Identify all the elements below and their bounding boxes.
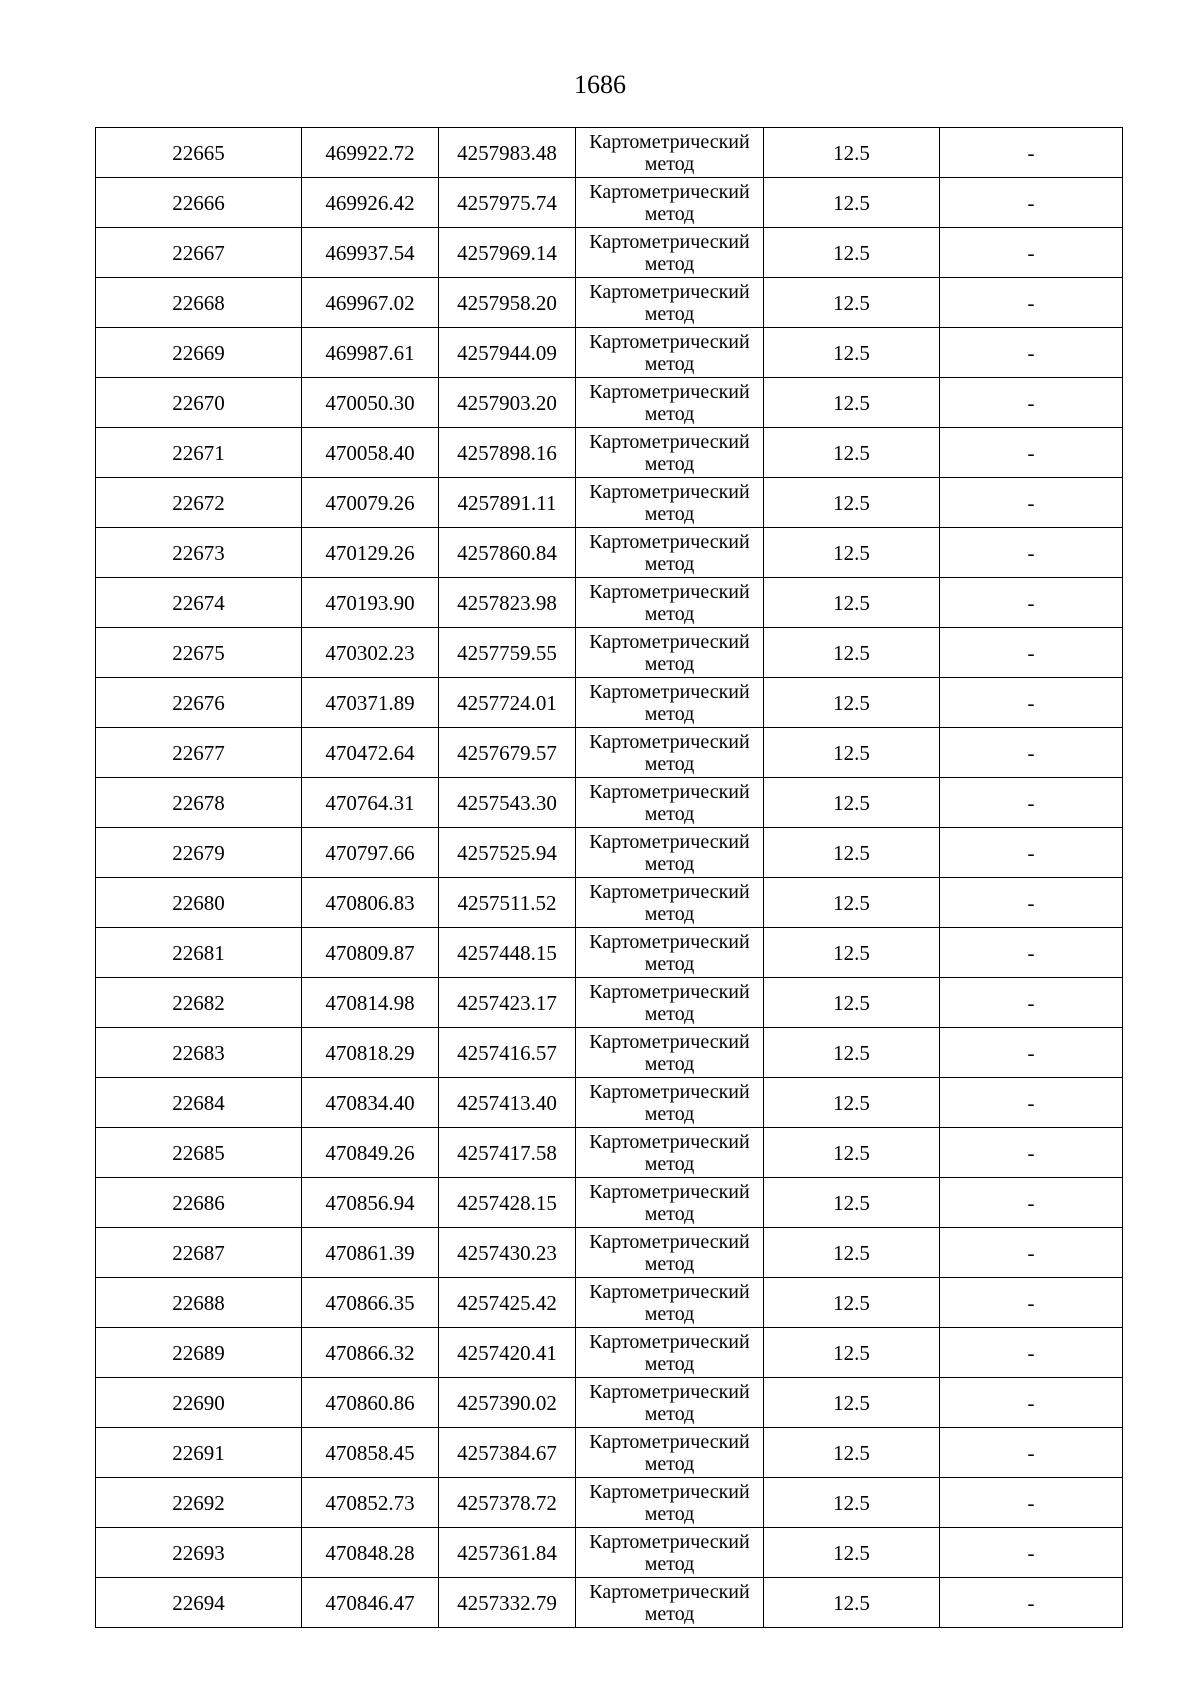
note-cell: -	[940, 728, 1123, 778]
note-cell: -	[940, 1178, 1123, 1228]
y-coordinate-cell: 4257425.42	[439, 1278, 576, 1328]
method-cell: Картометрический метод	[576, 1128, 764, 1178]
note-cell: -	[940, 1528, 1123, 1578]
y-coordinate-cell: 4257759.55	[439, 628, 576, 678]
table-row	[96, 828, 1123, 878]
table-row	[96, 428, 1123, 478]
x-coordinate-cell: 470846.47	[302, 1578, 439, 1628]
x-coordinate-cell: 470371.89	[302, 678, 439, 728]
accuracy-cell: 12.5	[764, 328, 940, 378]
x-coordinate-cell: 470797.66	[302, 828, 439, 878]
x-coordinate-cell: 469922.72	[302, 128, 439, 178]
accuracy-cell: 12.5	[764, 128, 940, 178]
note-cell: -	[940, 578, 1123, 628]
x-coordinate-cell: 470834.40	[302, 1078, 439, 1128]
x-coordinate-cell: 470818.29	[302, 1028, 439, 1078]
table-row	[96, 1178, 1123, 1228]
accuracy-cell: 12.5	[764, 1128, 940, 1178]
note-cell: -	[940, 628, 1123, 678]
x-coordinate-cell: 470852.73	[302, 1478, 439, 1528]
note-cell: -	[940, 1328, 1123, 1378]
x-coordinate-cell: 470849.26	[302, 1128, 439, 1178]
table-row	[96, 178, 1123, 228]
point-number-cell: 22690	[96, 1378, 302, 1428]
table-row	[96, 928, 1123, 978]
y-coordinate-cell: 4257944.09	[439, 328, 576, 378]
method-cell: Картометрический метод	[576, 128, 764, 178]
x-coordinate-cell: 470860.86	[302, 1378, 439, 1428]
method-cell: Картометрический метод	[576, 1478, 764, 1528]
x-coordinate-cell: 470193.90	[302, 578, 439, 628]
point-number-cell: 22669	[96, 328, 302, 378]
method-cell: Картометрический метод	[576, 628, 764, 678]
point-number-cell: 22689	[96, 1328, 302, 1378]
point-number-cell: 22677	[96, 728, 302, 778]
table-row	[96, 878, 1123, 928]
point-number-cell: 22692	[96, 1478, 302, 1528]
note-cell: -	[940, 678, 1123, 728]
accuracy-cell: 12.5	[764, 528, 940, 578]
table-row	[96, 628, 1123, 678]
method-cell: Картометрический метод	[576, 878, 764, 928]
accuracy-cell: 12.5	[764, 728, 940, 778]
x-coordinate-cell: 470764.31	[302, 778, 439, 828]
point-number-cell: 22693	[96, 1528, 302, 1578]
accuracy-cell: 12.5	[764, 1228, 940, 1278]
y-coordinate-cell: 4257384.67	[439, 1428, 576, 1478]
note-cell: -	[940, 1428, 1123, 1478]
table-row	[96, 328, 1123, 378]
x-coordinate-cell: 470866.35	[302, 1278, 439, 1328]
method-cell: Картометрический метод	[576, 478, 764, 528]
note-cell: -	[940, 328, 1123, 378]
accuracy-cell: 12.5	[764, 1428, 940, 1478]
table-row	[96, 278, 1123, 328]
method-cell: Картометрический метод	[576, 178, 764, 228]
point-number-cell: 22666	[96, 178, 302, 228]
point-number-cell: 22678	[96, 778, 302, 828]
y-coordinate-cell: 4257361.84	[439, 1528, 576, 1578]
point-number-cell: 22682	[96, 978, 302, 1028]
note-cell: -	[940, 278, 1123, 328]
y-coordinate-cell: 4257823.98	[439, 578, 576, 628]
point-number-cell: 22671	[96, 428, 302, 478]
y-coordinate-cell: 4257525.94	[439, 828, 576, 878]
note-cell: -	[940, 528, 1123, 578]
y-coordinate-cell: 4257679.57	[439, 728, 576, 778]
table-row	[96, 1028, 1123, 1078]
accuracy-cell: 12.5	[764, 1028, 940, 1078]
note-cell: -	[940, 1278, 1123, 1328]
method-cell: Картометрический метод	[576, 1078, 764, 1128]
y-coordinate-cell: 4257958.20	[439, 278, 576, 328]
note-cell: -	[940, 1478, 1123, 1528]
coordinates-table	[95, 127, 1123, 1628]
table-row	[96, 1278, 1123, 1328]
x-coordinate-cell: 470050.30	[302, 378, 439, 428]
table-row	[96, 1228, 1123, 1278]
method-cell: Картометрический метод	[576, 928, 764, 978]
method-cell: Картометрический метод	[576, 528, 764, 578]
method-cell: Картометрический метод	[576, 1328, 764, 1378]
accuracy-cell: 12.5	[764, 1078, 940, 1128]
method-cell: Картометрический метод	[576, 1178, 764, 1228]
accuracy-cell: 12.5	[764, 178, 940, 228]
x-coordinate-cell: 470302.23	[302, 628, 439, 678]
note-cell: -	[940, 978, 1123, 1028]
y-coordinate-cell: 4257428.15	[439, 1178, 576, 1228]
y-coordinate-cell: 4257417.58	[439, 1128, 576, 1178]
point-number-cell: 22686	[96, 1178, 302, 1228]
accuracy-cell: 12.5	[764, 878, 940, 928]
table-row	[96, 1428, 1123, 1478]
method-cell: Картометрический метод	[576, 1278, 764, 1328]
note-cell: -	[940, 428, 1123, 478]
y-coordinate-cell: 4257430.23	[439, 1228, 576, 1278]
point-number-cell: 22672	[96, 478, 302, 528]
table-row	[96, 978, 1123, 1028]
x-coordinate-cell: 470848.28	[302, 1528, 439, 1578]
y-coordinate-cell: 4257420.41	[439, 1328, 576, 1378]
x-coordinate-cell: 470806.83	[302, 878, 439, 928]
table-row	[96, 528, 1123, 578]
point-number-cell: 22684	[96, 1078, 302, 1128]
x-coordinate-cell: 470809.87	[302, 928, 439, 978]
x-coordinate-cell: 470866.32	[302, 1328, 439, 1378]
y-coordinate-cell: 4257543.30	[439, 778, 576, 828]
method-cell: Картометрический метод	[576, 1378, 764, 1428]
method-cell: Картометрический метод	[576, 778, 764, 828]
table-row	[96, 1478, 1123, 1528]
table-row	[96, 778, 1123, 828]
accuracy-cell: 12.5	[764, 928, 940, 978]
method-cell: Картометрический метод	[576, 1028, 764, 1078]
x-coordinate-cell: 469967.02	[302, 278, 439, 328]
x-coordinate-cell: 470814.98	[302, 978, 439, 1028]
x-coordinate-cell: 470129.26	[302, 528, 439, 578]
method-cell: Картометрический метод	[576, 978, 764, 1028]
accuracy-cell: 12.5	[764, 1328, 940, 1378]
method-cell: Картометрический метод	[576, 328, 764, 378]
coordinates-table-body	[96, 128, 1123, 1628]
page-number: 1686	[574, 70, 626, 99]
point-number-cell: 22667	[96, 228, 302, 278]
table-row	[96, 378, 1123, 428]
method-cell: Картометрический метод	[576, 278, 764, 328]
accuracy-cell: 12.5	[764, 428, 940, 478]
method-cell: Картометрический метод	[576, 378, 764, 428]
point-number-cell: 22670	[96, 378, 302, 428]
method-cell: Картометрический метод	[576, 228, 764, 278]
point-number-cell: 22679	[96, 828, 302, 878]
method-cell: Картометрический метод	[576, 728, 764, 778]
accuracy-cell: 12.5	[764, 678, 940, 728]
table-row	[96, 1378, 1123, 1428]
note-cell: -	[940, 378, 1123, 428]
y-coordinate-cell: 4257448.15	[439, 928, 576, 978]
point-number-cell: 22665	[96, 128, 302, 178]
table-row	[96, 478, 1123, 528]
table-row	[96, 678, 1123, 728]
method-cell: Картометрический метод	[576, 1428, 764, 1478]
accuracy-cell: 12.5	[764, 578, 940, 628]
point-number-cell: 22688	[96, 1278, 302, 1328]
table-row	[96, 1128, 1123, 1178]
y-coordinate-cell: 4257903.20	[439, 378, 576, 428]
x-coordinate-cell: 470861.39	[302, 1228, 439, 1278]
y-coordinate-cell: 4257511.52	[439, 878, 576, 928]
point-number-cell: 22676	[96, 678, 302, 728]
x-coordinate-cell: 470079.26	[302, 478, 439, 528]
note-cell: -	[940, 1578, 1123, 1628]
y-coordinate-cell: 4257724.01	[439, 678, 576, 728]
y-coordinate-cell: 4257416.57	[439, 1028, 576, 1078]
table-row	[96, 728, 1123, 778]
accuracy-cell: 12.5	[764, 778, 940, 828]
accuracy-cell: 12.5	[764, 1478, 940, 1528]
method-cell: Картометрический метод	[576, 1228, 764, 1278]
y-coordinate-cell: 4257423.17	[439, 978, 576, 1028]
x-coordinate-cell: 469987.61	[302, 328, 439, 378]
note-cell: -	[940, 1378, 1123, 1428]
y-coordinate-cell: 4257898.16	[439, 428, 576, 478]
note-cell: -	[940, 478, 1123, 528]
note-cell: -	[940, 228, 1123, 278]
x-coordinate-cell: 469937.54	[302, 228, 439, 278]
accuracy-cell: 12.5	[764, 1278, 940, 1328]
method-cell: Картометрический метод	[576, 1528, 764, 1578]
point-number-cell: 22680	[96, 878, 302, 928]
x-coordinate-cell: 470472.64	[302, 728, 439, 778]
y-coordinate-cell: 4257378.72	[439, 1478, 576, 1528]
method-cell: Картометрический метод	[576, 828, 764, 878]
table-row	[96, 1528, 1123, 1578]
note-cell: -	[940, 1228, 1123, 1278]
method-cell: Картометрический метод	[576, 578, 764, 628]
point-number-cell: 22673	[96, 528, 302, 578]
point-number-cell: 22685	[96, 1128, 302, 1178]
accuracy-cell: 12.5	[764, 228, 940, 278]
note-cell: -	[940, 1128, 1123, 1178]
table-row	[96, 1078, 1123, 1128]
point-number-cell: 22681	[96, 928, 302, 978]
note-cell: -	[940, 128, 1123, 178]
table-row	[96, 128, 1123, 178]
table-row	[96, 1328, 1123, 1378]
note-cell: -	[940, 928, 1123, 978]
accuracy-cell: 12.5	[764, 628, 940, 678]
method-cell: Картометрический метод	[576, 678, 764, 728]
y-coordinate-cell: 4257975.74	[439, 178, 576, 228]
accuracy-cell: 12.5	[764, 1178, 940, 1228]
accuracy-cell: 12.5	[764, 978, 940, 1028]
point-number-cell: 22668	[96, 278, 302, 328]
y-coordinate-cell: 4257413.40	[439, 1078, 576, 1128]
x-coordinate-cell: 470058.40	[302, 428, 439, 478]
table-row	[96, 578, 1123, 628]
accuracy-cell: 12.5	[764, 828, 940, 878]
note-cell: -	[940, 778, 1123, 828]
point-number-cell: 22674	[96, 578, 302, 628]
y-coordinate-cell: 4257969.14	[439, 228, 576, 278]
x-coordinate-cell: 470858.45	[302, 1428, 439, 1478]
note-cell: -	[940, 178, 1123, 228]
point-number-cell: 22687	[96, 1228, 302, 1278]
table-row	[96, 228, 1123, 278]
table-row	[96, 1578, 1123, 1628]
method-cell: Картометрический метод	[576, 428, 764, 478]
x-coordinate-cell: 469926.42	[302, 178, 439, 228]
accuracy-cell: 12.5	[764, 478, 940, 528]
note-cell: -	[940, 1078, 1123, 1128]
point-number-cell: 22683	[96, 1028, 302, 1078]
accuracy-cell: 12.5	[764, 1378, 940, 1428]
note-cell: -	[940, 1028, 1123, 1078]
note-cell: -	[940, 878, 1123, 928]
point-number-cell: 22675	[96, 628, 302, 678]
x-coordinate-cell: 470856.94	[302, 1178, 439, 1228]
point-number-cell: 22691	[96, 1428, 302, 1478]
accuracy-cell: 12.5	[764, 378, 940, 428]
method-cell: Картометрический метод	[576, 1578, 764, 1628]
accuracy-cell: 12.5	[764, 1578, 940, 1628]
y-coordinate-cell: 4257891.11	[439, 478, 576, 528]
y-coordinate-cell: 4257860.84	[439, 528, 576, 578]
point-number-cell: 22694	[96, 1578, 302, 1628]
y-coordinate-cell: 4257332.79	[439, 1578, 576, 1628]
y-coordinate-cell: 4257983.48	[439, 128, 576, 178]
accuracy-cell: 12.5	[764, 278, 940, 328]
accuracy-cell: 12.5	[764, 1528, 940, 1578]
y-coordinate-cell: 4257390.02	[439, 1378, 576, 1428]
note-cell: -	[940, 828, 1123, 878]
